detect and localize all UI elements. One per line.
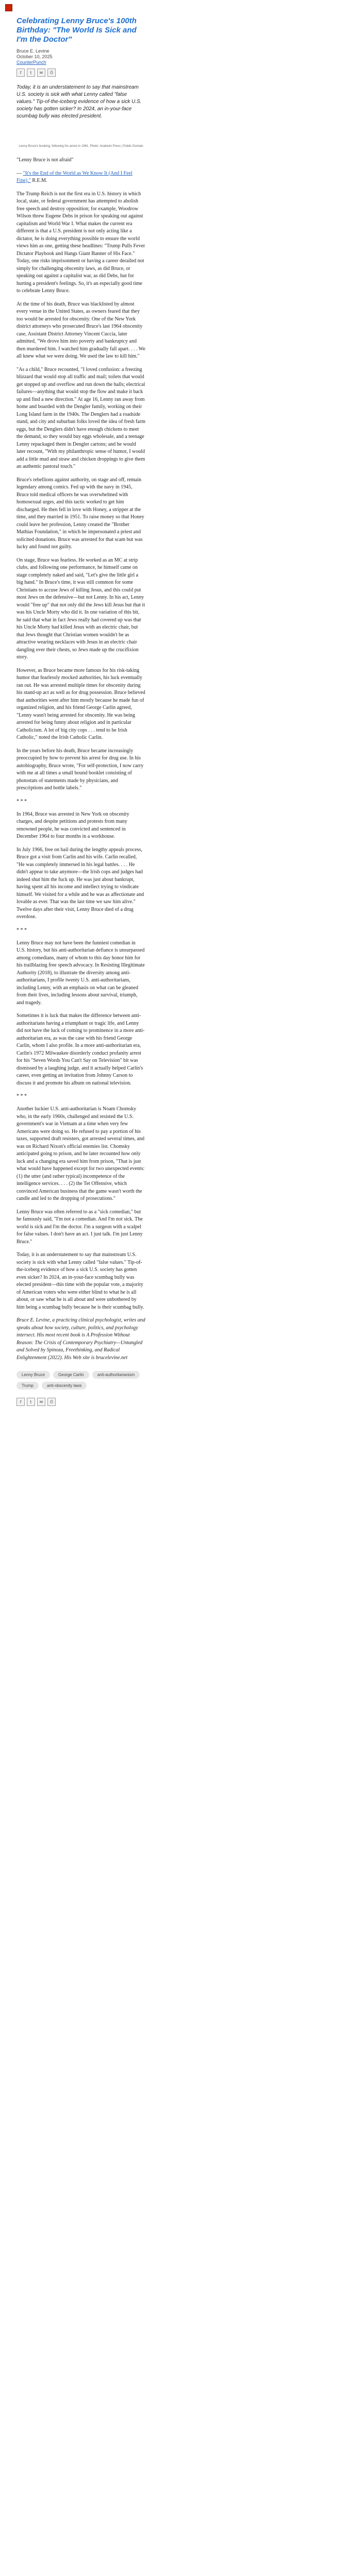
body-paragraph: Sometimes it is luck that makes the difference between anti-authoritarians having a triumphant or tragic life, and Lenny did not have the luck of coming to prominence in a more anti-authoritarian era, as was the case with his friend George Carlin, whom I also profile. In a more anti-authoritarian era, Carlin's 1972 Milwaukee disorderly conduct profanity arrest for his "Seven Words You Can't Say on Television" bit was dismissed by a laughing judge, and it actually helped Carlin's career, even getting an invitation from Johnny Carson to discuss it and promote his album on national television. (17, 1013, 145, 1086)
body-paragraph: However, as Bruce became more famous for his risk-taking humor that fearlessly mocked authorities, his luck eventually ran out. He was arrested multiple times for obscenity during his stand-up act as well as for drug possession. Bruce believed that authorities went after him mostly because he made fun of organized religion, and his friend George Carlin agreed, "Lenny wasn't being arrested for obscenity. He was being arrested for being funny about religion and in particular Catholicism. A lot of big city cops . . . tend to be Irish Catholic," noted the Irish Catholic Carlin. (17, 667, 145, 740)
epigraph-artist: R.E.M. (30, 178, 47, 183)
article-photo-placeholder (17, 128, 145, 141)
article-title[interactable]: Celebrating Lenny Bruce's 100th Birthday: "The World Is Sick and I'm the Doctor" (17, 16, 137, 44)
facebook-share-icon[interactable]: f (17, 69, 25, 77)
article-body (17, 157, 145, 1311)
epigraph-dash: — (17, 170, 23, 176)
email-share-icon[interactable]: ✉ (37, 1398, 45, 1406)
body-paragraph: Lenny Bruce was often referred to as a "sick comedian," but he famously said, "I'm not a comedian. And I'm not sick. The world is sick and I'm the doctor. I'm a surgeon with a scalpel for false values. I don't have an act. I just talk. I'm just Lenny Bruce." (17, 1209, 143, 1245)
byline (17, 48, 145, 65)
tag-item[interactable]: anti-obscenity laws (42, 1382, 87, 1389)
body-paragraph: Today, it is an understatement to say that mainstream U.S. society is sick with what Lenny called "false values." Tip-of-the-iceberg evidence of how a sick U.S. society has gotten even sicker? In 2024, an in-your-face scumbag bully was elected president—this time with the popular vote, a majority of American voters who were either blind to what he is all about, or saw what he is all about and were unbothered by him being a scumbag bully because he is their scumbag bully. (17, 1252, 144, 1310)
share-bar-top (17, 69, 145, 77)
section-separator: * * * (17, 798, 27, 804)
print-share-icon[interactable]: ⎙ (47, 1398, 56, 1406)
body-paragraph: In 1964, Bruce was arrested in New York on obscenity charges, and despite petitions and protests from many renowned people, he was convicted and sentenced in December 1964 to four months in a workhouse. (17, 811, 129, 839)
article (17, 16, 145, 1418)
body-paragraph: Another luckier U.S. anti-authoritarian is Noam Chomsky who, in the early 1960s, challenged and resisted the U.S. government's war in Vietnam at a time when very few Americans were doing so. He refused to pay a portion of his taxes, supported draft resisters, got arrested several times, and was on Richard Nixon's official enemies list. Chomsky anticipated going to prison, and he later recounted how only luck and a changing era saved him from prison, "That is just what would have happened except for two unexpected events: (1) the utter (and rather typical) incompetence of the intelligence services. . . . (2) the Tet Offensive, which convinced American business that the game wasn't worth the candle and led to the dropping of prosecutions." (17, 1106, 145, 1201)
body-paragraph: On stage, Bruce was fearless. He worked as an MC at strip clubs, and following one performance, he himself came on stage completely naked and said, "Let's give the little girl a big hand." In Bruce's time, it was still common for some Christians to accuse Jews of killing Jesus, and this could put most Jews on the defensive—but not Lenny. In his act, Lenny would "free up" that not only did the Jews kill Jesus but that it was his Uncle Morty who did it. In one variation of this bit, he said that what in fact Jews really had covered up was that his Uncle Morty had killed Jesus with an electric chair, but that Jews thought that Christian women wouldn't be as attractive wearing necklaces with Jesus in an electric chair dangling over their chests, so Jews made up the crucifixion story. (17, 557, 145, 660)
header-logo-icon[interactable] (5, 4, 12, 11)
tag-item[interactable]: Lenny Bruce (17, 1371, 50, 1379)
body-paragraph: Bruce's rebellions against authority, on stage and off, remain legendary among comics. Fed up with the navy in 1945, Bruce told medical officers he was overwhelmed with homosexual urges, and this tactic worked to get him discharged. He then fell in love with Honey, a stripper at the time, and they married in 1951. To raise money so that Honey could leave her profession, Lenny created the "Brother Mathias Foundation," in which he impersonated a priest and solicited donations. Bruce was arrested for that scam but was lucky and found not guilty. (17, 477, 144, 550)
body-paragraph: At the time of his death, Bruce was blacklisted by almost every venue in the United States, as owners feared that they too would be arrested for obscenity. One of the New York district attorneys who prosecuted Bruce's last 1964 obscenity case, Assistant District Attorney Vincent Cuccia, later admitted, "We drove him into poverty and bankruptcy and then murdered him. I watched him gradually fall apart. . . . We all knew what we were doing. We used the law to kill him." (17, 301, 145, 359)
article-figure (17, 128, 145, 148)
share-bar-bottom (17, 1398, 145, 1406)
body-paragraph: In the years before his death, Bruce became increasingly preoccupied by how to prevent his arrest for drug use. In his autobiography, Bruce wrote, "For self-protection, I now carry with me at all times a small bound booklet consisting of photostats of statements made by physicians, and prescriptions and bottle labels." (17, 748, 144, 791)
photo-caption: Lenny Bruce's booking, following his arrest in 1961. Photo: Anaheim Press | Public Domain (19, 145, 143, 148)
body-paragraph: "As a child," Bruce recounted, "I loved confusion: a freezing blizzard that would stop all traffic and mail; toilets that would get stopped up and overflow and run down the halls; electrical failures—anything that would stop the flow and make it back up and find a new direction." At age 16, Lenny ran away from home and boarded with the Dengler family, working on their Long Island farm in the 1940s. The Denglers had a roadside stand, and city and suburban folks loved the idea of fresh farm eggs, but the Denglers didn't have enough chickens to meet the demand, so they would buy eggs wholesale, and a teenage Lenny repackaged them in Dengler cartons; and he would later recount, "With my philanthropic sense of humor, I would add a little mud and straw and chicken droppings to give them an authentic pastoral touch." (17, 366, 145, 469)
twitter-share-icon[interactable]: t (27, 69, 35, 77)
twitter-share-icon[interactable]: t (27, 1398, 35, 1406)
section-separator: * * * (17, 1093, 27, 1099)
tag-item[interactable]: Trump (17, 1382, 39, 1389)
author-name: Bruce E. Levine (17, 48, 50, 54)
tag-list (17, 1371, 145, 1389)
section-separator: * * * (17, 927, 27, 933)
body-paragraph: The Trump Reich is not the first era in U.S. history in which local, state, or federal government has attempted to abolish free speech and destroy opposition; for example, Woodrow Wilson threw Eugene Debs in prison for speaking out against capitalism and World War I. What makes the current era different is that a U.S. president is not only acting like a dictator, he is doing everything possible to ensure the world views him as one, getting these headlines: "Trump Pulls Fever Dictator Playbook and Hangs Giant Banner of His Face." Today, one risks imprisonment or having a career derailed not simply for challenging obscenity laws, as did Bruce, or speaking out against a capitalist war, as did Debs, but for hurting a president's feelings. So, it's an especially good time to celebrate Lenny Bruce. (17, 191, 145, 294)
epigraph-1: "Lenny Bruce is not afraid" (17, 157, 74, 163)
epigraph-2 (17, 170, 145, 185)
author-bio (17, 1317, 145, 1362)
body-paragraph: Lenny Bruce may not have been the funniest comedian in U.S. history, but his anti-authoritarian defiance is unsurpassed among comedians, many of whom to this day honor him for his trailblazing free speech advocacy. In Resisting Illegitimate Authority (2018), to illustrate the diversity among anti-authoritarians, I profile twenty U.S. anti-authoritarians, including Lenny, with an emphasis on what can be gleaned from their lives, including lessons about survival, triumph, and tragedy. (17, 940, 145, 1006)
outlet-link[interactable]: CounterPunch (17, 60, 46, 65)
tag-item[interactable]: anti-authoritarianism (92, 1371, 140, 1379)
publish-date: October 10, 2025 (17, 54, 53, 59)
tag-item[interactable]: George Carlin (53, 1371, 89, 1379)
email-share-icon[interactable]: ✉ (37, 69, 45, 77)
author-bio-text: Bruce E. Levine, a practicing clinical psychologist, writes and speaks about how society, culture, politics, and psychology intersect. His most recent book is A Profession Without Reason: The Crisis of Contemporary Psychiatry—Untangled and Solved by Spinoza, Freethinking, and Radical Enlightenment (2022). His Web site is brucelevine.net (17, 1317, 145, 1361)
epigraph-song-link[interactable]: "It's the End of the World as We Know It (And I Feel Fine)," (17, 170, 133, 183)
facebook-share-icon[interactable]: f (17, 1398, 25, 1406)
article-lede: Today, it is an understatement to say that mainstream U.S. society is sick with what Lenny called "false values." Tip-of-the-iceberg evidence of how a sick U.S. society has gotten sicker? In 2024, an in-your-face scumbag bully was elected president. (17, 84, 142, 119)
print-share-icon[interactable]: ⎙ (47, 69, 56, 77)
body-paragraph: In July 1966, free on bail during the lengthy appeals process, Bruce got a visit from Carlin and his wife. Carlin recalled, "He was completely immersed in his legal battles. . . . He didn't appear to take anymore—the Irish cops and judges had indeed shut him the fuck up. He was just about bankrupt, having spent all his income and intellect trying to vindicate himself. We visited for a while and he was as affectionate and lovable as ever. That was the last time we saw him alive." Twelve days after their visit, Lenny Bruce died of a drug overdose. (17, 846, 144, 920)
